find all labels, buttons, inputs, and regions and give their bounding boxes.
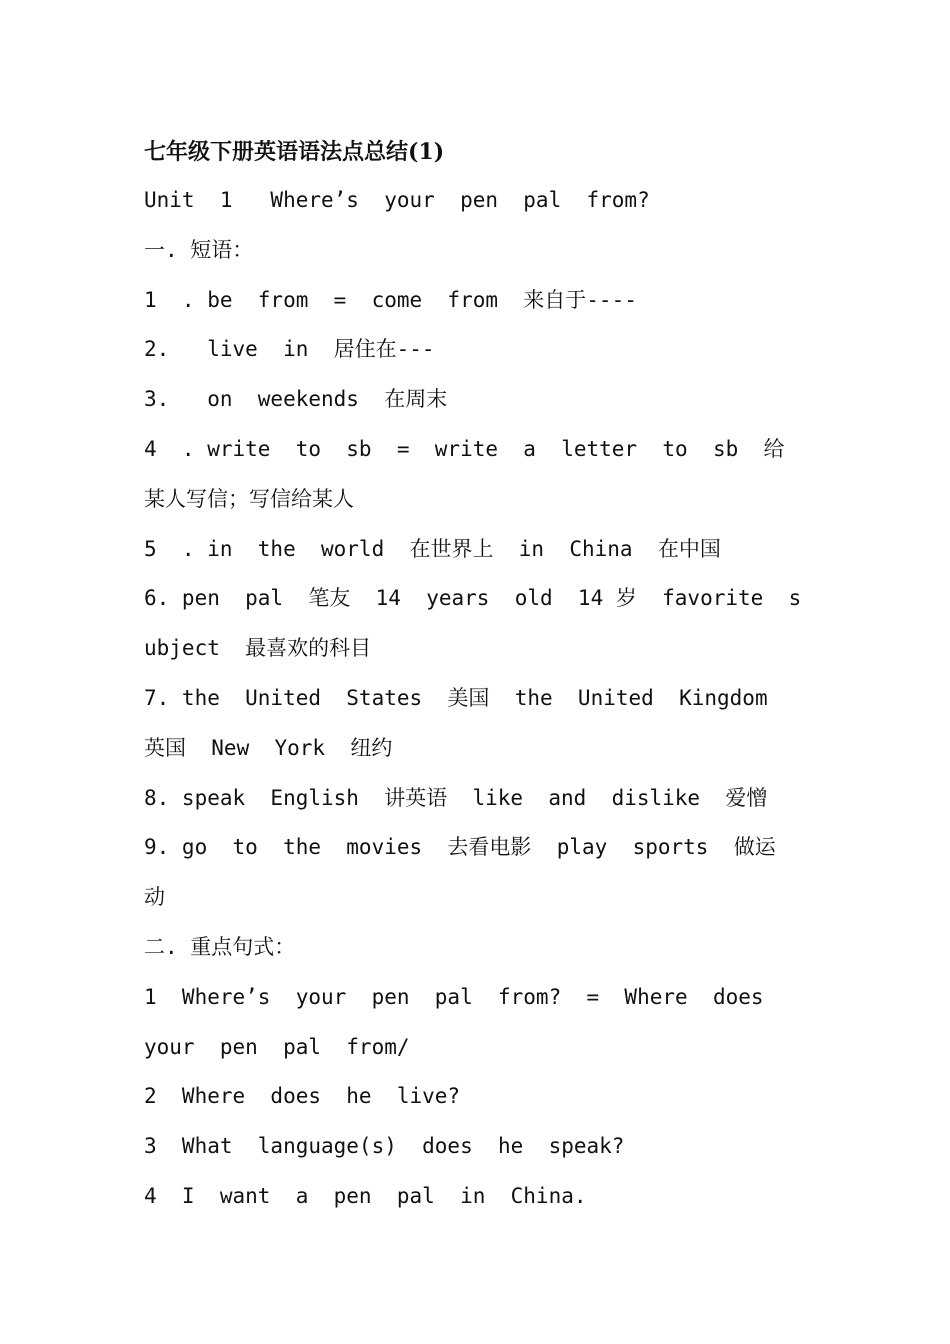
document-title: 七年级下册英语语法点总结(1): [144, 139, 445, 165]
text-line: 3 What language(s) does he speak?: [144, 1134, 625, 1159]
text-line: your pen pal from/: [144, 1034, 410, 1059]
section-heading-sentences: 二. 重点句式：: [144, 934, 296, 959]
text-line: 某人写信；写信给某人: [144, 486, 354, 511]
text-line: 4 . write to sb = write a letter to sb 给: [144, 436, 785, 461]
text-line: 7. the United States 美国 the United Kingdom: [144, 685, 768, 710]
text-line: 1 . be from = come from 来自于----: [144, 287, 637, 312]
text-line: ubject 最喜欢的科目: [144, 636, 372, 661]
text-line: 动: [144, 885, 165, 910]
section-heading-phrases: 一. 短语：: [144, 237, 254, 262]
text-line: 8. speak English 讲英语 like and dislike 爱憎: [144, 785, 768, 810]
unit-heading: Unit 1 Where’s your pen pal from?: [144, 188, 650, 212]
text-line: 1 Where’s your pen pal from? = Where does: [144, 984, 764, 1009]
text-line: 3. on weekends 在周末: [144, 387, 448, 412]
text-line: 英国 New York 纽约: [144, 735, 393, 760]
text-line: 2. live in 居住在---: [144, 337, 435, 362]
text-line: 5 . in the world 在世界上 in China 在中国: [144, 536, 721, 561]
document-page: [144, 128, 814, 1222]
text-line: 2 Where does he live?: [144, 1084, 461, 1109]
text-line: 6. pen pal 笔友 14 years old 14 岁 favorite s: [144, 586, 802, 611]
text-line: 4 I want a pen pal in China.: [144, 1183, 587, 1208]
text-line: 9. go to the movies 去看电影 play sports 做运: [144, 835, 776, 860]
